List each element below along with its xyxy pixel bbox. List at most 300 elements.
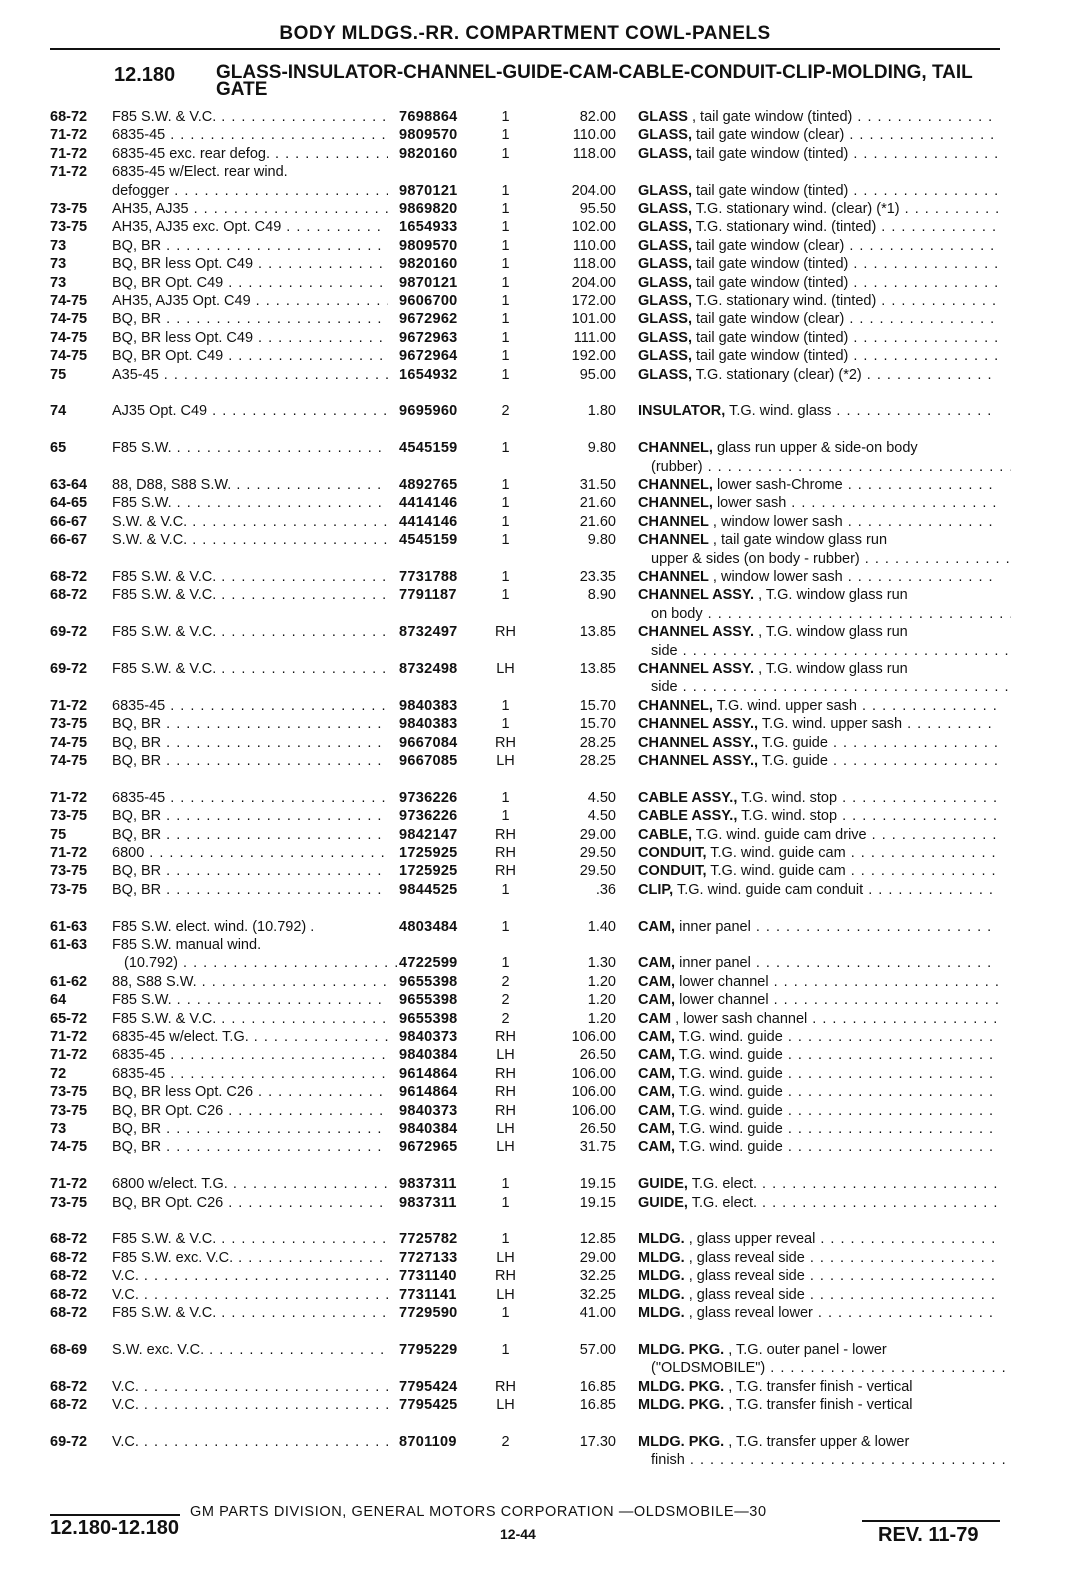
- parts-row: [0, 1065, 1090, 1083]
- part-description: [638, 623, 998, 641]
- model-application: F85 S.W. manual wind.: [112, 937, 262, 953]
- model-application: BQ, BR less Opt. C49 . . .: [112, 255, 388, 273]
- parts-row: [0, 1028, 1090, 1046]
- part-description-text: T.G. wind. upper sash . . .: [717, 698, 998, 714]
- part-name: CHANNEL ASSY.,: [638, 734, 759, 751]
- list-price: 19.15: [579, 1194, 616, 1211]
- quantity: 1: [501, 182, 510, 199]
- model-year: 68-72: [50, 1305, 88, 1321]
- model-application: V.C. . . .: [112, 1396, 388, 1414]
- parts-row: [0, 991, 1090, 1009]
- quantity: 1: [501, 513, 510, 530]
- part-description: [638, 476, 998, 494]
- model-year: 69-72: [50, 1433, 88, 1450]
- parts-row: [0, 347, 1090, 365]
- part-description: [638, 347, 998, 365]
- part-description: [638, 826, 998, 844]
- part-number: 9667085: [399, 753, 458, 769]
- part-name: CHANNEL ASSY.: [638, 624, 755, 641]
- part-name: CHANNEL,: [638, 697, 713, 714]
- part-description: [638, 862, 998, 880]
- model-year: 69-72: [50, 661, 88, 677]
- part-description: [638, 274, 998, 292]
- part-name: GLASS,: [638, 329, 692, 346]
- list-price: 1.80: [587, 403, 616, 420]
- quantity: LH: [496, 1139, 515, 1156]
- model-year: 71-72: [50, 697, 88, 714]
- parts-row: [0, 1175, 1090, 1193]
- part-name: CAM,: [638, 1121, 676, 1137]
- part-description-text: T.G. guide . . .: [762, 735, 998, 751]
- part-description: [638, 182, 998, 200]
- part-name: GLASS,: [638, 145, 692, 162]
- part-number: 9614864: [399, 1065, 458, 1082]
- part-number: 1654933: [399, 219, 458, 236]
- part-name: CABLE,: [638, 826, 692, 843]
- part-description-text: , window lower sash . . .: [713, 569, 998, 585]
- model-application: S.W. & V.C. . . .: [112, 513, 388, 531]
- quantity: RH: [495, 1102, 516, 1119]
- part-name: GLASS,: [638, 293, 692, 309]
- list-price: 28.25: [579, 734, 616, 751]
- parts-row: [0, 439, 1090, 457]
- part-name: CHANNEL ASSY.,: [638, 716, 759, 733]
- parts-row: [0, 568, 1090, 586]
- model-application: 6800 . . .: [112, 844, 388, 862]
- part-description: [638, 255, 998, 273]
- quantity: RH: [495, 1268, 516, 1285]
- model-year: 73-75: [50, 808, 88, 825]
- model-application: (10.792) . . .: [124, 954, 400, 972]
- part-name: MLDG.: [638, 1268, 685, 1285]
- model-year: 74-75: [50, 311, 88, 328]
- part-name: CLIP,: [638, 881, 674, 898]
- quantity: 2: [501, 973, 510, 990]
- part-description-text: T.G. elect. . . .: [692, 1195, 998, 1211]
- part-number: 7795424: [399, 1378, 458, 1395]
- section-title: GLASS-INSULATOR-CHANNEL-GUIDE-CAM-CABLE-CONDUIT-CLIP-MOLDING, TAIL GATE: [216, 62, 973, 100]
- part-name: GLASS,: [638, 219, 692, 236]
- quantity: 1: [501, 716, 510, 733]
- list-price: 1.40: [587, 918, 616, 935]
- list-price: 13.85: [579, 624, 616, 641]
- list-price: 32.25: [579, 1286, 616, 1303]
- part-description-text: inner panel . . .: [679, 919, 998, 935]
- model-application: BQ, BR Opt. C49 . . .: [112, 274, 388, 292]
- model-year: 73-75: [50, 201, 88, 217]
- model-application: F85 S.W. . . .: [112, 439, 388, 457]
- parts-row: [0, 1304, 1090, 1322]
- part-name: MLDG. PKG.: [638, 1397, 725, 1413]
- part-description-text: T.G. wind. guide . . .: [679, 1139, 998, 1155]
- list-price: 106.00: [571, 1029, 616, 1045]
- part-name: CAM,: [638, 1047, 676, 1064]
- list-price: 31.75: [579, 1139, 616, 1156]
- part-description: [638, 1083, 998, 1101]
- list-price: 102.00: [571, 219, 616, 236]
- part-description: [638, 402, 998, 420]
- quantity: 1: [501, 366, 510, 383]
- parts-row: [0, 605, 1090, 623]
- quantity: 1: [501, 293, 510, 309]
- part-description: [638, 1230, 998, 1248]
- parts-row: [0, 402, 1090, 420]
- part-name: GLASS,: [638, 237, 692, 254]
- part-description: [651, 458, 1011, 476]
- model-application: BQ, BR . . .: [112, 734, 388, 752]
- part-number: 7795229: [399, 1341, 458, 1358]
- part-description: [638, 366, 998, 384]
- part-description: [638, 1065, 998, 1083]
- part-number: 4803484: [399, 918, 458, 935]
- quantity: 1: [501, 569, 510, 585]
- quantity: 1: [501, 1305, 510, 1321]
- part-name: CAM,: [638, 1084, 676, 1101]
- footer-rule-left: [50, 1514, 180, 1516]
- parts-row: [0, 458, 1090, 476]
- part-name: MLDG. PKG.: [638, 1378, 725, 1395]
- model-year: 75: [50, 366, 67, 383]
- part-name: GLASS,: [638, 274, 692, 291]
- part-number: 9655398: [399, 1010, 458, 1027]
- model-year: 68-72: [50, 109, 88, 125]
- part-name: CONDUIT,: [638, 863, 707, 880]
- part-description: [638, 531, 998, 549]
- model-application: F85 S.W. & V.C. . . .: [112, 1010, 388, 1028]
- list-price: 95.00: [579, 366, 616, 383]
- model-application: F85 S.W. & V.C. . . .: [112, 108, 388, 126]
- parts-row: [0, 1249, 1090, 1267]
- part-description: [638, 200, 998, 218]
- part-name: CHANNEL,: [638, 495, 713, 512]
- model-application: AH35, AJ35 exc. Opt. C49 . . .: [112, 218, 388, 236]
- model-year: 68-72: [50, 1286, 88, 1303]
- model-application: 6835-45 w/elect. T.G. . . .: [112, 1028, 388, 1046]
- parts-row: [0, 752, 1090, 770]
- model-application: BQ, BR . . .: [112, 1120, 388, 1138]
- parts-row: [0, 1138, 1090, 1156]
- part-name: MLDG.: [638, 1249, 685, 1266]
- parts-row: [0, 734, 1090, 752]
- part-number: 9672964: [399, 348, 458, 365]
- part-description: [638, 329, 998, 347]
- part-number: 4892765: [399, 477, 458, 493]
- model-year: 71-72: [50, 145, 88, 162]
- quantity: RH: [495, 863, 516, 880]
- part-description: [651, 642, 1011, 660]
- list-price: 118.00: [572, 256, 616, 273]
- list-price: 110.00: [572, 127, 616, 144]
- model-application: S.W. & V.C. . . .: [112, 531, 388, 549]
- part-name: CABLE ASSY.,: [638, 789, 738, 806]
- part-description-text: T.G. wind. stop . . .: [741, 790, 998, 806]
- part-number: 7795425: [399, 1397, 458, 1413]
- list-price: 106.00: [571, 1084, 616, 1101]
- parts-row: [0, 126, 1090, 144]
- model-year: 63-64: [50, 477, 88, 493]
- quantity: 1: [501, 477, 510, 493]
- quantity: 1: [501, 918, 510, 935]
- part-description-text: (rubber) . . .: [651, 459, 1011, 475]
- parts-row: [0, 1230, 1090, 1248]
- model-year: 61-63: [50, 918, 88, 935]
- model-application: 88, D88, S88 S.W. . . .: [112, 476, 388, 494]
- model-year: 68-69: [50, 1341, 88, 1358]
- quantity: LH: [496, 1047, 515, 1064]
- parts-row: [0, 1046, 1090, 1064]
- quantity: LH: [496, 1397, 515, 1413]
- part-description-text: tail gate window (tinted) . . .: [696, 275, 998, 291]
- part-description-text: , T.G. transfer upper & lower: [728, 1433, 910, 1450]
- footer-corporation: GM PARTS DIVISION, GENERAL MOTORS CORPORATION —OLDSMOBILE—30: [190, 1504, 767, 1520]
- part-description-text: T.G. wind. upper sash . . .: [762, 716, 998, 732]
- quantity: LH: [496, 1286, 515, 1303]
- parts-row: [0, 660, 1090, 678]
- model-application: F85 S.W. & V.C. . . .: [112, 660, 388, 678]
- quantity: 1: [501, 145, 510, 162]
- part-description: [638, 991, 998, 1009]
- model-application: BQ, BR . . .: [112, 237, 388, 255]
- quantity: RH: [495, 1065, 516, 1082]
- part-number: 4545159: [399, 532, 458, 549]
- part-number: 9672963: [399, 329, 458, 346]
- parts-row: [0, 697, 1090, 715]
- part-description-text: , glass reveal side . . .: [689, 1250, 998, 1266]
- part-number: 9672962: [399, 311, 458, 328]
- list-price: 111.00: [573, 329, 616, 346]
- quantity: 1: [501, 808, 510, 825]
- part-description-text: tail gate window (clear) . . .: [696, 311, 998, 327]
- part-name: GLASS,: [638, 311, 692, 328]
- list-price: 4.50: [587, 808, 616, 825]
- parts-row: [0, 310, 1090, 328]
- quantity: 1: [501, 219, 510, 236]
- part-name: GUIDE,: [638, 1176, 688, 1193]
- part-number: 9869820: [399, 201, 458, 217]
- quantity: 1: [501, 348, 510, 365]
- part-name: CAM,: [638, 992, 676, 1009]
- list-price: 26.50: [579, 1047, 616, 1064]
- part-number: 9667084: [399, 734, 458, 751]
- model-application: BQ, BR . . .: [112, 807, 388, 825]
- list-price: 110.00: [572, 237, 616, 254]
- part-description-text: upper & sides (on body - rubber) . . .: [651, 551, 1011, 567]
- part-name: GLASS,: [638, 348, 692, 365]
- model-application: 6835-45 w/Elect. rear wind.: [112, 164, 288, 181]
- part-description-text: T.G. stationary (clear) (*2) . . .: [696, 367, 998, 383]
- part-name: GLASS,: [638, 182, 692, 199]
- model-year: 73-75: [50, 716, 88, 733]
- part-description-text: , glass reveal lower . . .: [689, 1305, 998, 1321]
- quantity: 1: [501, 329, 510, 346]
- part-description: [638, 237, 998, 255]
- model-year: 64: [50, 992, 67, 1009]
- list-price: 1.20: [587, 992, 616, 1009]
- part-name: CAM: [638, 1010, 672, 1027]
- part-description: [638, 1010, 998, 1028]
- part-description: [638, 789, 998, 807]
- part-description: [638, 1194, 998, 1212]
- parts-row: [0, 513, 1090, 531]
- part-description: [638, 1102, 998, 1120]
- footer-revision: REV. 11-79: [878, 1524, 979, 1546]
- model-year: 61-62: [50, 973, 88, 990]
- parts-row: [0, 844, 1090, 862]
- model-year: 71-72: [50, 1176, 88, 1193]
- model-year: 71-72: [50, 1029, 88, 1045]
- part-description-text: T.G. elect. . . .: [692, 1176, 998, 1192]
- list-price: 1.30: [587, 955, 616, 972]
- part-description-text: , T.G. window glass run: [758, 661, 908, 677]
- part-description-text: lower channel . . .: [679, 992, 998, 1008]
- part-description-text: , T.G. window glass run: [758, 624, 908, 641]
- part-description: [638, 218, 998, 236]
- parts-row: [0, 936, 1090, 954]
- list-price: 9.80: [587, 532, 616, 549]
- quantity: RH: [495, 1378, 516, 1395]
- list-price: 32.25: [579, 1268, 616, 1285]
- list-price: 15.70: [579, 697, 616, 714]
- parts-row: [0, 715, 1090, 733]
- part-name: MLDG.: [638, 1305, 685, 1321]
- parts-row: [0, 1010, 1090, 1028]
- part-number: 7698864: [399, 109, 458, 125]
- parts-row: [0, 881, 1090, 899]
- part-description: [638, 807, 998, 825]
- part-description: [651, 1359, 1011, 1377]
- part-description: [638, 918, 998, 936]
- list-price: 118.00: [572, 145, 616, 162]
- part-description-text: glass run upper & side-on body: [716, 440, 918, 457]
- parts-row: [0, 623, 1090, 641]
- quantity: 1: [501, 127, 510, 144]
- model-year: 74-75: [50, 293, 88, 309]
- model-year: 74-75: [50, 753, 88, 769]
- parts-row: [0, 163, 1090, 181]
- list-price: 192.00: [571, 348, 616, 365]
- part-description: [651, 1451, 1011, 1469]
- list-price: .36: [595, 881, 616, 898]
- part-description-text: on body . . .: [651, 606, 1011, 622]
- model-year: 71-72: [50, 127, 88, 144]
- model-year: 74-75: [50, 329, 88, 346]
- model-application: BQ, BR . . .: [112, 1138, 388, 1156]
- list-price: 26.50: [579, 1121, 616, 1137]
- model-year: 73: [50, 1121, 67, 1137]
- part-description: [638, 310, 998, 328]
- part-description-text: inner panel . . .: [679, 955, 998, 971]
- part-name: CHANNEL: [638, 513, 709, 530]
- parts-row: [0, 954, 1090, 972]
- part-number: 9809570: [399, 127, 458, 144]
- model-application: AH35, AJ35 Opt. C49 . . .: [112, 292, 388, 310]
- model-application: BQ, BR Opt. C26 . . .: [112, 1102, 388, 1120]
- part-number: 9840384: [399, 1047, 458, 1064]
- parts-row: [0, 329, 1090, 347]
- part-description: [638, 1396, 998, 1414]
- part-number: 9672965: [399, 1139, 458, 1156]
- list-price: 19.15: [579, 1176, 616, 1193]
- list-price: 16.85: [579, 1378, 616, 1395]
- part-description-text: , tail gate window (tinted) . . .: [692, 109, 998, 125]
- quantity: 2: [501, 1010, 510, 1027]
- part-name: CAM,: [638, 918, 676, 935]
- quantity: 1: [501, 881, 510, 898]
- parts-row: [0, 973, 1090, 991]
- part-number: 4722599: [399, 955, 458, 972]
- part-description-text: , glass upper reveal . . .: [689, 1231, 998, 1247]
- model-year: 73-75: [50, 1102, 88, 1119]
- list-price: 28.25: [579, 753, 616, 769]
- model-year: 75: [50, 826, 67, 843]
- part-description: [638, 954, 998, 972]
- model-year: 65: [50, 440, 67, 457]
- parts-row: [0, 1359, 1090, 1377]
- list-price: 29.50: [579, 863, 616, 880]
- model-year: 74: [50, 403, 67, 420]
- part-description-text: T.G. wind. guide . . .: [679, 1029, 998, 1045]
- parts-row: [0, 1433, 1090, 1451]
- part-description-text: , glass reveal side . . .: [689, 1268, 998, 1284]
- model-application: 88, S88 S.W. . . .: [112, 973, 388, 991]
- part-number: 9614864: [399, 1084, 458, 1101]
- quantity: RH: [495, 624, 516, 641]
- quantity: LH: [496, 1249, 515, 1266]
- part-name: GLASS,: [638, 201, 692, 217]
- part-description: [638, 973, 998, 991]
- quantity: LH: [496, 661, 515, 677]
- part-description: [638, 1286, 998, 1304]
- quantity: 1: [501, 109, 510, 125]
- part-description-text: T.G. wind. guide cam . . .: [710, 863, 998, 879]
- list-price: 106.00: [571, 1102, 616, 1119]
- part-description: [651, 550, 1011, 568]
- model-application: BQ, BR . . .: [112, 862, 388, 880]
- list-price: 1.20: [587, 973, 616, 990]
- part-number: 4414146: [399, 495, 458, 512]
- model-year: 61-63: [50, 937, 88, 953]
- quantity: RH: [495, 826, 516, 843]
- part-description: [638, 1175, 998, 1193]
- model-application: 6835-45 . . .: [112, 126, 388, 144]
- part-description-text: tail gate window (tinted) . . .: [696, 256, 998, 272]
- parts-row: [0, 918, 1090, 936]
- quantity: RH: [495, 1029, 516, 1045]
- model-year: 66-67: [50, 532, 88, 549]
- part-description-text: , T.G. transfer finish - vertical: [728, 1378, 913, 1395]
- quantity: 2: [501, 992, 510, 1009]
- part-description: [638, 752, 998, 770]
- part-description: [638, 1046, 998, 1064]
- part-description: [638, 145, 998, 163]
- part-name: GLASS: [638, 109, 688, 125]
- model-year: 73-75: [50, 881, 88, 898]
- part-description-text: T.G. wind. stop . . .: [741, 808, 998, 824]
- part-description: [638, 586, 998, 604]
- model-year: 68-72: [50, 569, 88, 585]
- part-description: [638, 494, 998, 512]
- part-description: [638, 1433, 998, 1451]
- list-price: 17.30: [579, 1433, 616, 1450]
- quantity: 1: [501, 237, 510, 254]
- part-description-text: T.G. wind. guide . . .: [679, 1084, 998, 1100]
- parts-row: [0, 366, 1090, 384]
- part-description-text: tail gate window (tinted) . . .: [696, 348, 998, 364]
- model-year: 73: [50, 256, 67, 273]
- part-number: 9840373: [399, 1029, 458, 1045]
- list-price: 204.00: [571, 274, 616, 291]
- parts-row: [0, 145, 1090, 163]
